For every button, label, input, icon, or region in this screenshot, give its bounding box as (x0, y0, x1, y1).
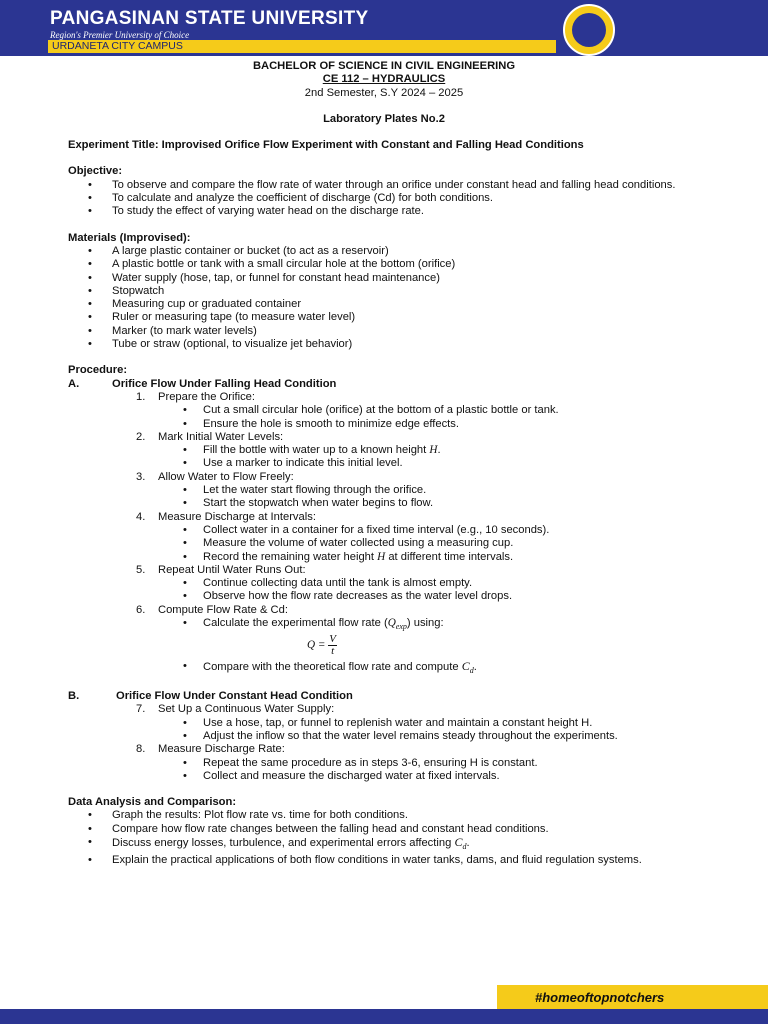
step-item: • Use a marker to indicate this initial level. (68, 457, 700, 470)
step-item: • Let the water start flowing through the orifice. (68, 484, 700, 497)
procedure-step: 7. Set Up a Continuous Water Supply: (136, 703, 335, 716)
procedure-step: 6. Compute Flow Rate & Cd: (136, 603, 288, 616)
document-body (68, 60, 700, 867)
seal-year: 1979 (583, 40, 595, 46)
procedure-step: 1. Prepare the Orifice: (136, 390, 256, 403)
step-item: • Fill the bottle with water up to a known height H. (68, 444, 700, 457)
step-item: • Adjust the inflow so that the water level remains steady throughout the experiments. (68, 730, 700, 743)
analysis-item: • Compare how flow rate changes between the falling head and constant head conditions. (68, 823, 700, 836)
section-b-title: Orifice Flow Under Constant Head Condition (116, 690, 353, 703)
step-item: • Repeat the same procedure as in steps 3-6, ensuring H is constant. (68, 757, 700, 770)
procedure-step: 5. Repeat Until Water Runs Out: (136, 563, 306, 576)
experiment-title: Experiment Title: Improvised Orifice Flow Experiment with Constant and Falling Head Conditions (68, 139, 584, 152)
procedure-step: 8. Measure Discharge Rate: (136, 743, 285, 756)
procedure-step: 2. Mark Initial Water Levels: (136, 430, 284, 443)
material-item: • Tube or straw (optional, to visualize jet behavior) (68, 338, 700, 351)
objective-item: • To calculate and analyze the coefficient of discharge (Cd) for both conditions. (68, 192, 700, 205)
objective-heading: Objective: (68, 165, 123, 178)
course-code: CE 112 – HYDRAULICS (322, 73, 446, 86)
section-b-label: B. (68, 690, 80, 703)
step-item: • Start the stopwatch when water begins to flow. (68, 497, 700, 510)
objective-item: • To observe and compare the flow rate of water through an orifice under constant head and falling head conditions. (68, 179, 700, 192)
university-header (0, 0, 768, 56)
formula-lhs: Q = (307, 638, 326, 651)
program-title: BACHELOR OF SCIENCE IN CIVIL ENGINEERING (252, 60, 516, 72)
flow-rate-formula (68, 634, 700, 660)
procedure-step: 4. Measure Discharge at Intervals: (136, 510, 316, 523)
material-item: • Stopwatch (68, 285, 700, 298)
university-tagline: Region's Premier University of Choice (50, 30, 190, 40)
semester: 2nd Semester, S.Y 2024 – 2025 (304, 86, 464, 99)
university-seal-icon (563, 4, 615, 56)
analysis-item: • Explain the practical applications of both flow conditions in water tanks, dams, and fluid regulation systems. (68, 854, 700, 867)
step-item: • Continue collecting data until the tank is almost empty. (68, 577, 700, 590)
material-item: • A large plastic container or bucket (to act as a reservoir) (68, 245, 700, 258)
step-item: • Measure the volume of water collected using a measuring cup. (68, 537, 700, 550)
material-item: • Water supply (hose, tap, or funnel for constant head maintenance) (68, 272, 700, 285)
objective-item: • To study the effect of varying water head on the discharge rate. (68, 205, 700, 218)
step-item: • Compare with the theoretical flow rate and compute $C_d$. (68, 660, 700, 678)
campus-name: URDANETA CITY CAMPUS (52, 40, 183, 52)
section-b-heading (68, 690, 700, 703)
footer-hashtag: #homeoftopnotchers (535, 990, 665, 1005)
formula-fraction: $\frac{V}{t}$ (329, 632, 336, 657)
step-item: • Observe how the flow rate decreases as the water level drops. (68, 590, 700, 603)
step-item: • Record the remaining water height H at different time intervals. (68, 551, 700, 564)
step-item: • Calculate the experimental flow rate $(Q_{exp})$ using: (68, 617, 700, 634)
step-item: • Use a hose, tap, or funnel to replenish water and maintain a constant height H. (68, 717, 700, 730)
section-a-title: Orifice Flow Under Falling Head Condition (112, 377, 337, 390)
material-item: • Marker (to mark water levels) (68, 325, 700, 338)
procedure-step: 3. Allow Water to Flow Freely: (136, 470, 294, 483)
material-item: • Ruler or measuring tape (to measure water level) (68, 311, 700, 324)
university-name: PANGASINAN STATE UNIVERSITY (50, 8, 369, 29)
section-a-heading (68, 378, 700, 391)
step-item: • Collect and measure the discharged water at fixed intervals. (68, 770, 700, 783)
footer-bar (0, 1009, 768, 1024)
analysis-item: • Discuss energy losses, turbulence, and experimental errors affecting $C_d$. (68, 836, 700, 854)
procedure-heading: Procedure: (68, 364, 128, 377)
section-a-label: A. (68, 377, 80, 390)
material-item: • A plastic bottle or tank with a small circular hole at the bottom (orifice) (68, 258, 700, 271)
analysis-item: • Graph the results: Plot flow rate vs. time for both conditions. (68, 809, 700, 822)
material-item: • Measuring cup or graduated container (68, 298, 700, 311)
step-item: • Ensure the hole is smooth to minimize edge effects. (68, 418, 700, 431)
step-item: • Collect water in a container for a fixed time interval (e.g., 10 seconds). (68, 524, 700, 537)
plate-number: Laboratory Plates No.2 (323, 112, 445, 125)
step-item: • Cut a small circular hole (orifice) at the bottom of a plastic bottle or tank. (68, 404, 700, 417)
analysis-heading: Data Analysis and Comparison: (68, 796, 237, 809)
materials-heading: Materials (Improvised): (68, 231, 191, 244)
